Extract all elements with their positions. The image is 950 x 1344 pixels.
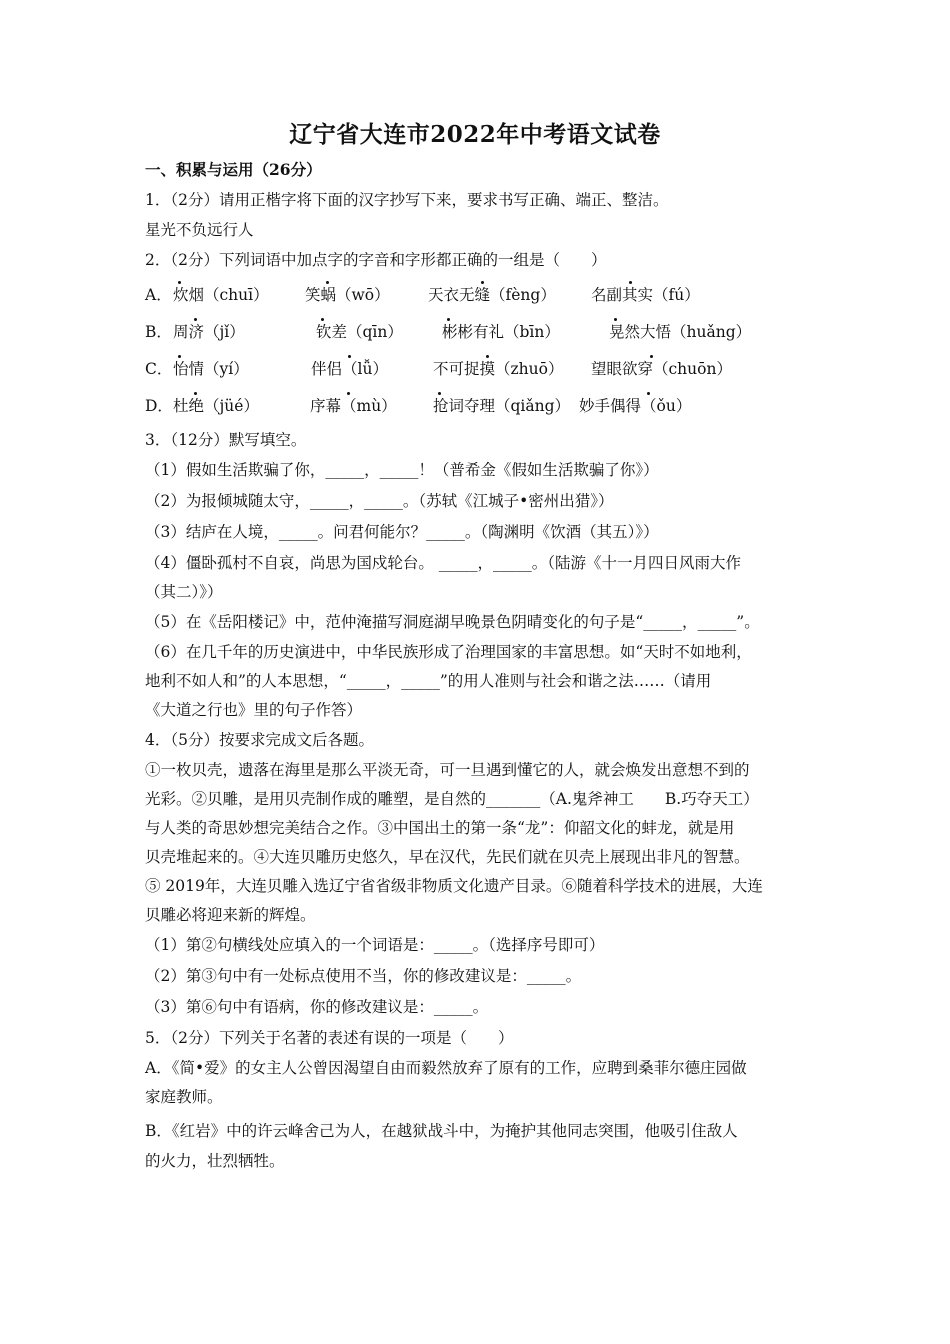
emphasis-dot: [438, 392, 441, 395]
q2-option-c-label: C．: [145, 360, 173, 378]
q5-option-line: B．《红岩》中的许云峰舍己为人，在越狱战斗中，为掩护其他同志突围，他吸引住敌人: [145, 1122, 738, 1140]
q4-passage-line: 光彩。②贝雕，是用贝壳制作成的雕塑，是自然的_______（A.鬼斧神工 B.巧夺天工）: [145, 790, 759, 808]
q2-option-a-item: 笑蜗（wō）: [305, 286, 390, 304]
q5-stem: 5．（2分）下列关于名著的表述有误的一项是（ ）: [145, 1029, 514, 1047]
q3-line: （其二）》）: [145, 583, 223, 601]
q3-line: （1）假如生活欺骗了你，_____，_____！（普希金《假如生活欺骗了你》）: [145, 461, 659, 479]
q3-line: 地利不如人和”的人本思想，“_____，_____”的用人准则与社会和谐之法……（请用: [145, 672, 712, 690]
q2-option-a-item: 名副其实（fú）: [591, 286, 700, 304]
q4-passage-line: ⑤ 2019年，大连贝雕入选辽宁省省级非物质文化遗产目录。⑥随着科学技术的进展，大连: [145, 877, 763, 895]
q2-option-b-item: 晃然大悟（huǎng）: [609, 323, 752, 341]
q4-sub-question: （2）第③句中有一处标点使用不当，你的修改建议是：_____。: [145, 967, 582, 985]
emphasis-dot: [647, 392, 650, 395]
emphasis-dot: [178, 281, 181, 284]
q2-option-b-label: B．: [145, 323, 172, 341]
emphasis-dot: [326, 281, 329, 284]
q2-option-d-label: D．: [145, 397, 173, 415]
q3-line: 《大道之行也》里的句子作答）: [145, 701, 363, 719]
q4-sub-question: （3）第⑥句中有语病，你的修改建议是：_____。: [145, 998, 489, 1016]
q2-option-a-item: 天衣无缝（fèng）: [428, 286, 556, 304]
q2-option-a-label: A．: [145, 286, 172, 304]
emphasis-dot: [481, 281, 484, 284]
q2-option-b-item: 钦差（qīn）: [316, 323, 403, 341]
q1-text: 星光不负远行人: [145, 221, 254, 239]
q2-option-c-item: 不可捉摸（zhuō）: [433, 360, 564, 378]
section-heading: 一、积累与运用（26分）: [145, 160, 322, 179]
q4-passage-line: 贝壳堆起来的。④大连贝雕历史悠久，早在汉代，先民们就在贝壳上展现出非凡的智慧。: [145, 848, 750, 866]
q5-option-line: 的火力，壮烈牺牲。: [145, 1152, 285, 1170]
q2-option-d-item: 妙手偶得（ǒu）: [579, 397, 692, 415]
q3-line: （3）结庐在人境，_____。问君何能尔？_____。（陶渊明《饮酒（其五）》）: [145, 523, 659, 541]
q3-line: （2）为报倾城随太守，_____，_____。（苏轼《江城子•密州出猎》）: [145, 492, 614, 510]
q3-line: （6）在几千年的历史演进中，中华民族形成了治理国家的丰富思想。如“天时不如地利，: [145, 643, 752, 661]
q3-stem: 3．（12分）默写填空。: [145, 431, 307, 449]
q2-option-c-item: 伴侣（lǚ）: [311, 360, 388, 378]
q5-option-line: 家庭教师。: [145, 1088, 223, 1106]
q4-passage-line: 贝雕必将迎来新的辉煌。: [145, 906, 316, 924]
q5-option-line: A．《简•爱》的女主人公曾因渴望自由而毅然放弃了原有的工作，应聘到桑菲尔德庄园做: [145, 1059, 747, 1077]
q2-option-a-item: 炊烟（chuī）: [173, 286, 269, 304]
q4-passage-line: ①一枚贝壳，遗落在海里是那么平淡无奇，可一旦遇到懂它的人，就会焕发出意想不到的: [145, 761, 750, 779]
q4-stem: 4．（5分）按要求完成文后各题。: [145, 731, 374, 749]
q2-option-b-item: 彬彬有礼（bīn）: [442, 323, 560, 341]
q2-option-d-item: 杜绝（jüé）: [173, 397, 259, 415]
emphasis-dot: [629, 281, 632, 284]
q4-sub-question: （1）第②句横线处应填入的一个词语是：_____。（选择序号即可）: [145, 936, 605, 954]
q3-line: （5）在《岳阳楼记》中，范仲淹描写洞庭湖早晚景色阴晴变化的句子是“_____，_____”。: [145, 613, 760, 631]
emphasis-dot: [447, 318, 450, 321]
emphasis-dot: [194, 392, 197, 395]
q2-option-c-item: 怡情（yí）: [173, 360, 249, 378]
page-title: 辽宁省大连市2022年中考语文试卷: [289, 121, 661, 148]
emphasis-dot: [486, 355, 489, 358]
q3-line: （4）僵卧孤村不自哀，尚思为国戍轮台。 _____，_____。（陆游《十一月四日风雨大作: [145, 554, 742, 572]
emphasis-dot: [321, 318, 324, 321]
emphasis-dot: [194, 318, 197, 321]
q2-stem: 2．（2分）下列词语中加点字的字音和字形都正确的一组是（ ）: [145, 251, 607, 269]
q2-option-b-item: 周济（jǐ）: [173, 323, 245, 341]
q2-option-d-item: 序幕（mù）: [310, 397, 397, 415]
q4-passage-line: 与人类的奇思妙想完美结合之作。③中国出土的第一条“龙”：仰韶文化的蚌龙，就是用: [145, 819, 735, 837]
q2-option-d-item: 抢词夺理（qiǎng）: [433, 397, 571, 415]
emphasis-dot: [348, 355, 351, 358]
q2-option-c-item: 望眼欲穿（chuōn）: [591, 360, 732, 378]
emphasis-dot: [614, 318, 617, 321]
q1-stem: 1．（2分）请用正楷字将下面的汉字抄写下来，要求书写正确、端正、整洁。: [145, 191, 669, 209]
emphasis-dot: [650, 355, 653, 358]
emphasis-dot: [347, 392, 350, 395]
emphasis-dot: [178, 355, 181, 358]
